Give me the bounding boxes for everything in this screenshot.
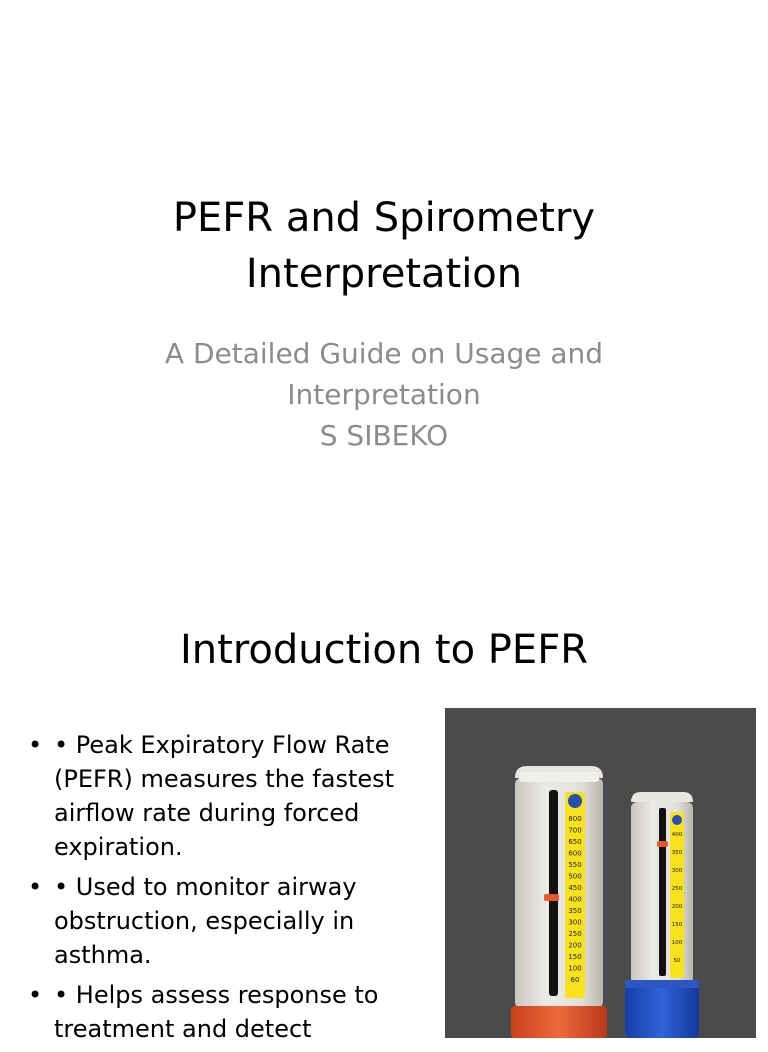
large-scale-label: 100	[568, 964, 582, 973]
small-scale-label: 250	[671, 886, 683, 892]
bullet-text: • Peak Expiratory Flow Rate (PEFR) measures the fastest airflow rate during forced expiration.	[54, 731, 395, 861]
small-peak-flow-meter-icon	[625, 792, 699, 1038]
bullet-dot-icon: •	[28, 981, 43, 1009]
large-scale-label: 350	[568, 907, 582, 915]
large-scale-label: 250	[568, 930, 582, 938]
bullet-text: • Used to monitor airway obstruction, especially in asthma.	[54, 873, 357, 969]
small-scale-label: 100	[671, 940, 683, 946]
large-scale-label: 400	[568, 895, 582, 904]
small-scale-label: 300	[671, 868, 683, 874]
small-scale-label: 150	[671, 922, 683, 928]
large-scale-label: 150	[568, 953, 582, 961]
slide-subtitle	[0, 333, 768, 456]
bullet-dot-icon: •	[28, 731, 43, 759]
intro-slide	[0, 576, 768, 1043]
bullet-item	[22, 978, 400, 1046]
large-meter-scale	[568, 815, 581, 984]
small-scale-label: 400	[671, 832, 683, 838]
slide-title-line-2: Interpretation	[245, 251, 523, 297]
subtitle-line-2: Interpretation	[287, 378, 481, 411]
bullet-item	[22, 870, 400, 972]
large-meter-needle	[544, 894, 559, 901]
large-scale-label: 650	[568, 838, 582, 846]
small-meter-needle	[657, 841, 668, 847]
slide-title	[0, 190, 768, 302]
slide-title-line-1: PEFR and Spirometry	[172, 195, 596, 241]
bullet-list	[22, 728, 400, 1052]
bullet-dot-icon: •	[28, 873, 43, 901]
large-scale-label: 700	[568, 826, 582, 835]
large-scale-label: 500	[568, 872, 582, 881]
small-scale-label: 50	[673, 958, 681, 964]
large-scale-label: 600	[568, 849, 582, 858]
bullet-item	[22, 728, 400, 864]
subtitle-line-1: A Detailed Guide on Usage and	[164, 337, 604, 370]
large-scale-label: 60	[570, 976, 580, 984]
bullet-text: • Helps assess response to treatment and detect	[54, 981, 379, 1043]
intro-slide-title: Introduction to PEFR	[179, 627, 588, 673]
large-scale-label: 800	[568, 815, 582, 823]
author-name: S SIBEKO	[319, 419, 449, 452]
peak-flow-meters-photo	[445, 708, 756, 1038]
large-scale-label: 450	[568, 884, 582, 892]
small-scale-label: 350	[671, 850, 683, 856]
small-scale-label: 200	[671, 904, 683, 910]
large-scale-label: 200	[568, 941, 582, 950]
large-scale-label: 550	[568, 861, 582, 869]
large-scale-label: 300	[568, 918, 582, 927]
large-peak-flow-meter-icon	[511, 766, 607, 1038]
